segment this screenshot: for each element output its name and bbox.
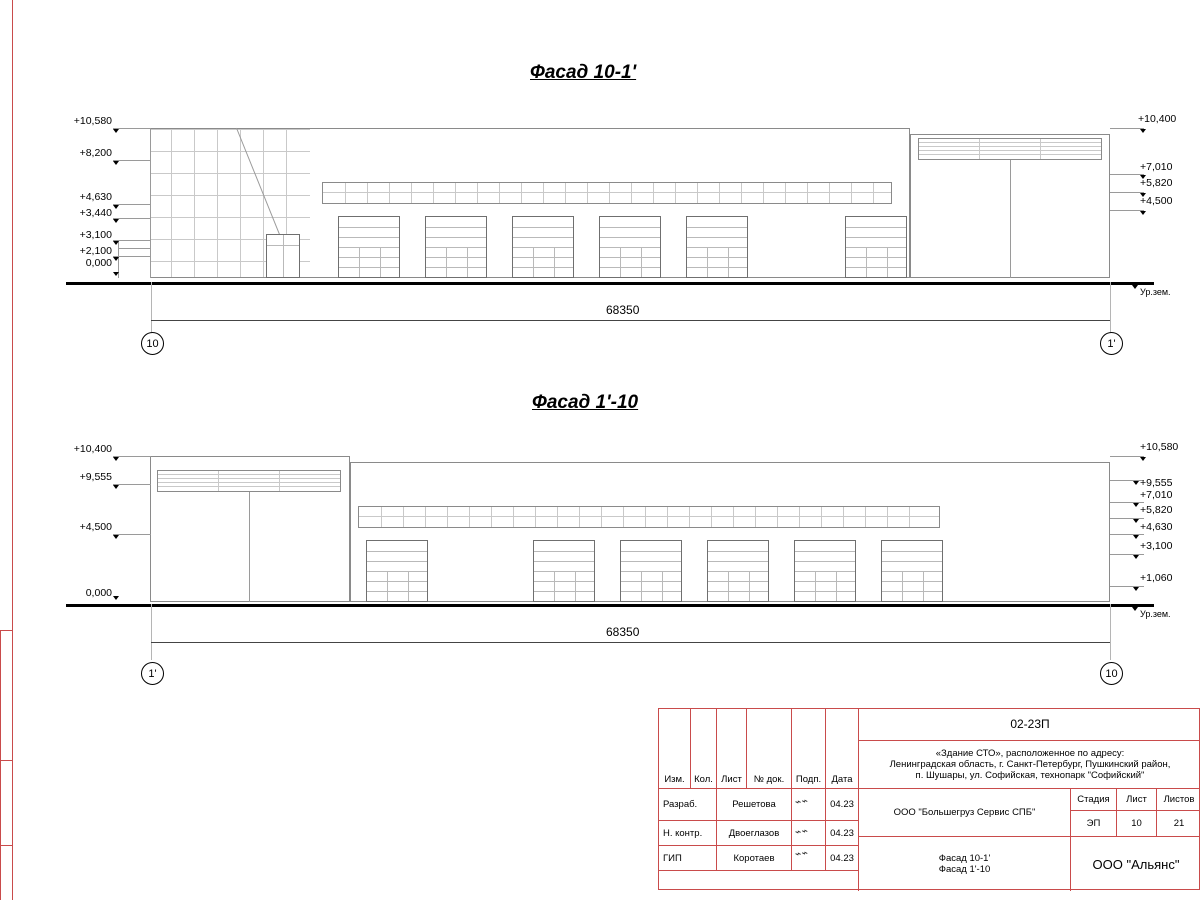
facade-top-level-right-3: +4,500 bbox=[1140, 195, 1173, 207]
tb-sheet-name-line-0: Фасад 10-1' bbox=[938, 853, 991, 864]
tb-sheets-value: 21 bbox=[1157, 811, 1200, 837]
tb-col-list: Лист bbox=[717, 771, 747, 789]
facade-bottom-level-right-0: +10,580 bbox=[1140, 441, 1179, 453]
facade-top-title: Фасад 10-1' bbox=[530, 62, 637, 83]
tb-col-izm: Изм. bbox=[659, 771, 691, 789]
tb-role-1: Н. контр. bbox=[659, 821, 717, 846]
facade-top-level-left-6: 0,000 bbox=[85, 257, 112, 269]
facade-bottom-gate-1 bbox=[366, 540, 428, 602]
facade-bottom-level-left-2: +4,500 bbox=[79, 521, 112, 533]
facade-bottom-axis-right: 10 bbox=[1100, 662, 1123, 685]
facade-top-ground-label: Ур.зем. bbox=[1140, 287, 1171, 297]
facade-bottom-gate-2 bbox=[533, 540, 595, 602]
facade-bottom-overall-dimension: 68350 bbox=[606, 625, 640, 639]
facade-bottom-gate-5 bbox=[794, 540, 856, 602]
tb-name-0: Решетова bbox=[717, 789, 792, 821]
facade-top-level-right-0: +10,400 bbox=[1138, 113, 1177, 125]
tb-col-podp: Подп. bbox=[792, 771, 826, 789]
facade-bottom-level-right-6: +1,060 bbox=[1140, 572, 1173, 584]
facade-bottom-axis-left: 1' bbox=[141, 662, 164, 685]
signature-0: ⌁⌁ bbox=[793, 795, 809, 809]
tb-stage-header: Стадия bbox=[1071, 789, 1117, 811]
facade-top-gate-1 bbox=[338, 216, 400, 278]
tb-sheet-name bbox=[859, 837, 1071, 891]
facade-bottom-gate-4 bbox=[707, 540, 769, 602]
facade-bottom-level-right-1: +9,555 bbox=[1140, 477, 1173, 489]
signature-2: ⌁⌁ bbox=[793, 847, 809, 861]
tb-company: ООО "Альянс" bbox=[1092, 856, 1180, 872]
facade-top-level-left-2: +4,630 bbox=[79, 191, 112, 203]
tb-sheets-header: Листов bbox=[1157, 789, 1200, 811]
facade-top-axis-left: 10 bbox=[141, 332, 164, 355]
tb-col-data: Дата bbox=[826, 771, 859, 789]
facade-bottom-level-left-3: 0,000 bbox=[85, 587, 112, 599]
tb-name-2: Коротаев bbox=[717, 846, 792, 871]
facade-top-ground-line bbox=[66, 282, 1154, 285]
facade-top-level-left-4: +3,100 bbox=[79, 229, 112, 241]
tb-stage-value: ЭП bbox=[1071, 811, 1117, 837]
facade-top-level-right-1: +7,010 bbox=[1140, 161, 1173, 173]
tb-project-code: 02-23П bbox=[859, 709, 1200, 741]
tb-name-1: Двоеглазов bbox=[717, 821, 792, 846]
tb-object-line-2: п. Шушары, ул. Софийская, технопарк "Софийский" bbox=[915, 770, 1145, 781]
facade-bottom-level-right-4: +4,630 bbox=[1140, 521, 1173, 533]
tb-col-kol: Кол. bbox=[691, 771, 717, 789]
tb-sheet-name-line-1: Фасад 1'-10 bbox=[938, 864, 991, 875]
tb-date-1: 04.23 bbox=[826, 821, 859, 846]
tb-object-line-0: «Здание СТО», расположенное по адресу: bbox=[935, 748, 1125, 759]
tb-role-2: ГИП bbox=[659, 846, 717, 871]
facade-bottom-level-right-3: +5,820 bbox=[1140, 504, 1173, 516]
facade-top-level-right-2: +5,820 bbox=[1140, 177, 1173, 189]
signature-1: ⌁⌁ bbox=[793, 825, 809, 839]
facade-top-level-left-0: +10,580 bbox=[73, 115, 112, 127]
facade-top-gate-5 bbox=[686, 216, 748, 278]
tb-sheet-value: 10 bbox=[1117, 811, 1157, 837]
tb-object-line-1: Ленинградская область, г. Санкт-Петербург, Пушкинский район, bbox=[889, 759, 1171, 770]
tb-object bbox=[859, 741, 1200, 789]
facade-bottom-gate-3 bbox=[620, 540, 682, 602]
facade-top-level-left-1: +8,200 bbox=[79, 147, 112, 159]
facade-top-overall-dimension: 68350 bbox=[606, 303, 640, 317]
tb-organization: ООО "Большегруз Сервис СПБ" bbox=[859, 789, 1071, 837]
facade-top-gate-6 bbox=[845, 216, 907, 278]
facade-bottom-title: Фасад 1'-10 bbox=[532, 392, 639, 413]
tb-sheet-header: Лист bbox=[1117, 789, 1157, 811]
facade-top-entry-door bbox=[266, 234, 300, 278]
tb-date-0: 04.23 bbox=[826, 789, 859, 821]
facade-top-axis-right: 1' bbox=[1100, 332, 1123, 355]
facade-top-level-left-3: +3,440 bbox=[79, 207, 112, 219]
tb-col-ndok: № док. bbox=[747, 771, 792, 789]
facade-top-gate-2 bbox=[425, 216, 487, 278]
title-block bbox=[658, 708, 1200, 890]
facade-bottom-ground-label: Ур.зем. bbox=[1140, 609, 1171, 619]
tb-role-0: Разраб. bbox=[659, 789, 717, 821]
facade-bottom-level-right-5: +3,100 bbox=[1140, 540, 1173, 552]
facade-bottom-gate-6 bbox=[881, 540, 943, 602]
facade-bottom-level-left-0: +10,400 bbox=[73, 443, 112, 455]
facade-bottom-level-left-1: +9,555 bbox=[79, 471, 112, 483]
facade-bottom-ground-line bbox=[66, 604, 1154, 607]
facade-bottom-level-right-2: +7,010 bbox=[1140, 489, 1173, 501]
facade-top-level-left-5: +2,100 bbox=[79, 245, 112, 257]
facade-top-gate-3 bbox=[512, 216, 574, 278]
facade-top-gate-4 bbox=[599, 216, 661, 278]
tb-date-2: 04.23 bbox=[826, 846, 859, 871]
